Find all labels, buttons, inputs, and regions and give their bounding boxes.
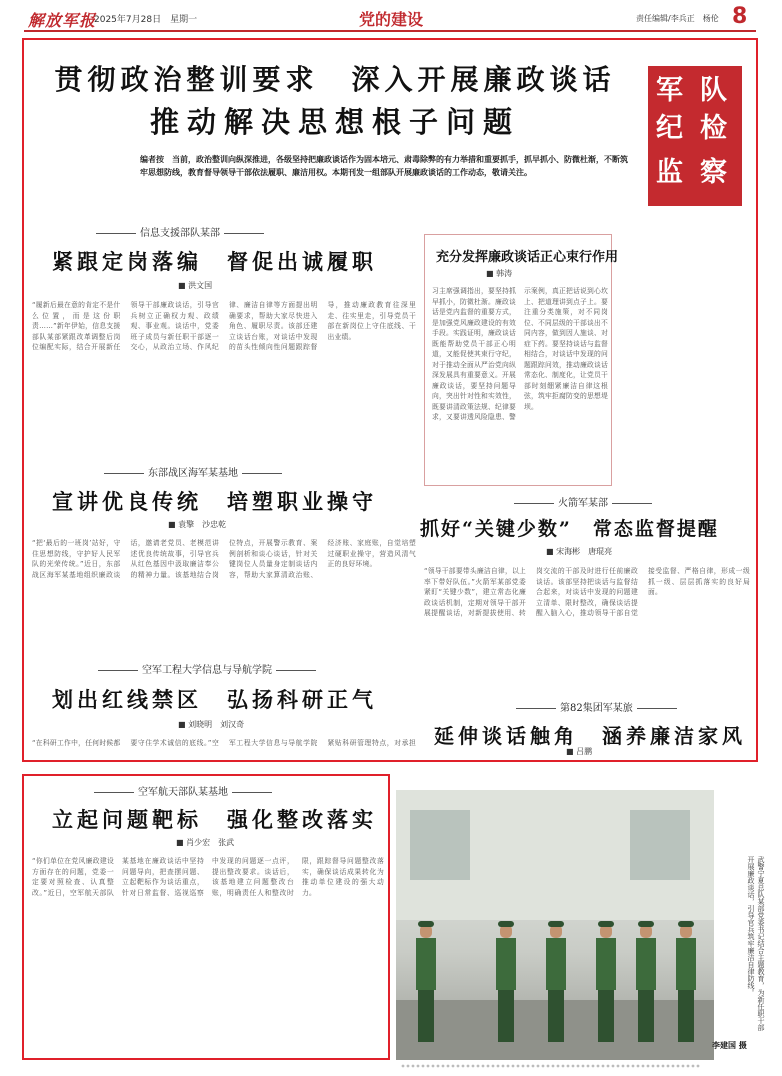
decorative-dots [400, 1063, 700, 1069]
decorative-dot [627, 1065, 630, 1068]
article-body: “把‘最后的一班岗’站好，守住思想防线，守护好人民军队的光荣传统。”近日，东部战区海军某基地组织廉政谈话，邀请老党员、老模范讲述优良传统故事，引导官兵从红色基因中汲取廉洁奉公的精神力量。该基地结合岗位特点，开展警示教育、案例剖析和谈心谈话，针对关键岗位人员量身定制谈话内容，帮助大家算清政治账、经济账、家庭账，自觉培塑过硬职业操守，营造风清气正的良好环境。 [32, 539, 416, 579]
decorative-dot [452, 1065, 455, 1068]
decorative-dot [502, 1065, 505, 1068]
article-byline: ■ 吕鹏 [566, 746, 592, 757]
article-title: 立起问题靶标 强化整改落实 [52, 807, 377, 832]
decorative-dot [492, 1065, 495, 1068]
article-byline: ■ 肖少宏 张武 [176, 837, 234, 848]
decorative-dot [682, 1065, 685, 1068]
decorative-dot [657, 1065, 660, 1068]
article-body: “履新后最在意的肯定不是什么位置，而是这份职责……”新年伊始，信息支援部队某部紧跟改革调整后岗位编配实际，结合开展新任领导干部廉政谈话，引导官兵树立正确权力观、政绩观、事业观。谈话中，党委班子成员与新任职干部逐一交心，从政治立场、作风纪律、廉洁自律等方面提出明确要求，帮助大家尽快进入角色、履职尽责。该部还建立谈话台账，对谈话中发现的苗头性倾向性问题跟踪督导，推动廉政教育往深里走、往实里走，引导党员干部在新岗位上守住底线、干出业绩。 [32, 301, 416, 351]
soldier-figure [546, 924, 566, 1042]
soldier-figure [596, 924, 616, 1042]
news-photo [396, 790, 714, 1060]
decorative-dot [672, 1065, 675, 1068]
commentary-body: 习主席强调指出，要坚持抓早抓小，防微杜渐。廉政谈话是党内监督的重要方式，是加强党风廉政建设的有效手段。实践证明，廉政谈话既能帮助党员干部正心明道，又能促使其束行守纪，对于推动全面从严治党向纵深发展具有重要意义。开展廉政谈话，要坚持问题导向，突出针对性和实效性，既要讲清政策法规、纪律要求，又要讲透风险隐患、警示案例，真正把话说到心坎上、把道理讲到点子上。要注重分类施策，对不同岗位、不同层级的干部谈出不同内容，做到因人施谈、对症下药。要坚持谈话与监督相结合，对谈话中发现的问题跟踪问效，推动廉政谈话常态化、制度化，让党员干部时刻绷紧廉洁自律这根弦，筑牢拒腐防变的思想堤坝。 [432, 287, 608, 421]
decorative-dot [592, 1065, 595, 1068]
article-title: 划出红线禁区 弘扬科研正气 [52, 687, 377, 712]
soldier-figure [676, 924, 696, 1042]
article-kicker: 空军工程大学信息与导航学院 [98, 661, 316, 676]
decorative-dot [512, 1065, 515, 1068]
article-byline: ■ 袁擎 沙忠乾 [168, 519, 226, 530]
decorative-dot [507, 1065, 510, 1068]
photo-caption: 武警宁夏总队某部党委书记结合主题教育，为新任职干部开展廉政谈话，引导官兵筑牢廉洁自律防线。 [747, 856, 765, 1031]
article-byline: ■ 刘晓明 刘汉奇 [178, 719, 244, 730]
decorative-dot [622, 1065, 625, 1068]
decorative-dot [607, 1065, 610, 1068]
decorative-dot [567, 1065, 570, 1068]
decorative-dot [642, 1065, 645, 1068]
decorative-dot [522, 1065, 525, 1068]
decorative-dot [532, 1065, 535, 1068]
photo-credit: 李建国 摄 [712, 1041, 747, 1050]
decorative-dot [667, 1065, 670, 1068]
issue-date: 2025年7月28日 星期一 [94, 15, 198, 25]
decorative-dot [432, 1065, 435, 1068]
decorative-dot [692, 1065, 695, 1068]
decorative-dot [697, 1065, 700, 1068]
decorative-dot [402, 1065, 405, 1068]
decorative-dot [542, 1065, 545, 1068]
decorative-dot [572, 1065, 575, 1068]
article-kicker: 空军航天部队某基地 [94, 783, 272, 798]
badge-char: 检 [700, 113, 727, 144]
decorative-dot [437, 1065, 440, 1068]
badge-char: 察 [700, 157, 727, 188]
editor-credit: 责任编辑/李兵正 杨伦 [636, 14, 719, 23]
decorative-dot [442, 1065, 445, 1068]
decorative-dot [587, 1065, 590, 1068]
decorative-dot [602, 1065, 605, 1068]
editor-note: 编者按 当前，政治整训向纵深推进，各级坚持把廉政谈话作为固本培元、肃毒除弊的有力举措和重要抓手，抓早抓小、防微杜渐，不断筑牢思想防线，教育督导领导干部依法履职、廉洁用权。本期刊发一组部队开展廉政谈话的工作动态，敬请关注。 [140, 155, 628, 177]
article-title: 紧跟定岗落编 督促出诚履职 [52, 249, 377, 274]
decorative-dot [547, 1065, 550, 1068]
article-kicker: 第82集团军某旅 [516, 699, 677, 714]
decorative-dot [472, 1065, 475, 1068]
decorative-dot [552, 1065, 555, 1068]
article-kicker: 信息支援部队某部 [96, 224, 264, 239]
main-headline-line2: 推动解决思想根子问题 [149, 105, 520, 139]
decorative-dot [632, 1065, 635, 1068]
article-body: “你们单位在党风廉政建设方面存在的问题，党委一定要对照检查、认真整改。”近日，空军航天部队某基地在廉政谈话中坚持问题导向，把查摆问题、立起靶标作为谈话重点，针对日常监督、巡视巡察中发现的问题逐一点评，提出整改要求。谈话后，该基地建立问题整改台账，明确责任人和整改时限，跟踪督导问题整改落实，确保谈话成果转化为推动单位建设的强大动力。 [32, 857, 384, 897]
article-kicker: 东部战区海军某基地 [104, 464, 282, 479]
decorative-dot [487, 1065, 490, 1068]
article-byline: ■ 洪文国 [178, 280, 212, 291]
decorative-dot [597, 1065, 600, 1068]
page-number: 8 [732, 4, 748, 29]
article-body: “在科研工作中，任何时候都要守住学术诚信的底线。”空军工程大学信息与导航学院紧贴科研管理特点，对承担 [32, 739, 416, 747]
decorative-dot [417, 1065, 420, 1068]
soldier-figure [636, 924, 656, 1042]
decorative-dot [412, 1065, 415, 1068]
badge-char: 纪 [656, 113, 683, 144]
soldier-figure [416, 924, 436, 1042]
decorative-dot [612, 1065, 615, 1068]
decorative-dot [562, 1065, 565, 1068]
decorative-dot [677, 1065, 680, 1068]
decorative-dot [407, 1065, 410, 1068]
decorative-dot [497, 1065, 500, 1068]
decorative-dot [687, 1065, 690, 1068]
decorative-dot [477, 1065, 480, 1068]
photo-window [410, 810, 470, 880]
decorative-dot [457, 1065, 460, 1068]
main-headline-line1: 贯彻政治整训要求 深入开展廉政谈话 [54, 63, 616, 96]
newspaper-logo: 解放军报 [28, 11, 97, 30]
article-kicker: 火箭军某部 [514, 494, 652, 509]
decorative-dot [467, 1065, 470, 1068]
badge-char: 军 [656, 75, 683, 106]
decorative-dot [422, 1065, 425, 1068]
decorative-dot [582, 1065, 585, 1068]
commentary-byline: ■ 韩涛 [486, 268, 512, 279]
decorative-dot [537, 1065, 540, 1068]
badge-char: 队 [700, 75, 727, 106]
decorative-dot [647, 1065, 650, 1068]
decorative-dot [427, 1065, 430, 1068]
decorative-dot [652, 1065, 655, 1068]
decorative-dot [662, 1065, 665, 1068]
article-title: 抓好“关键少数” 常态监督提醒 [420, 518, 719, 540]
article-title: 宣讲优良传统 培塑职业操守 [52, 489, 377, 514]
photo-window [630, 810, 690, 880]
decorative-dot [527, 1065, 530, 1068]
decorative-dot [482, 1065, 485, 1068]
decorative-dot [447, 1065, 450, 1068]
column-badge [648, 66, 742, 206]
section-title: 党的建设 [358, 10, 423, 29]
decorative-dot [617, 1065, 620, 1068]
decorative-dot [517, 1065, 520, 1068]
decorative-dot [577, 1065, 580, 1068]
decorative-dot [557, 1065, 560, 1068]
decorative-dot [462, 1065, 465, 1068]
decorative-dot [637, 1065, 640, 1068]
article-byline: ■ 宋海彬 唐琨亮 [546, 546, 612, 557]
header-rule [24, 30, 756, 32]
article-body: “领导干部要带头廉洁自律，以上率下带好队伍。”火箭军某部党委紧盯“关键少数”，建立常态化廉政谈话机制，定期对领导干部开展提醒谈话，对新提拔使用、转岗交流的干部及时进行任前廉政谈话。该部坚持把谈话与监督结合起来，对谈话中发现的问题建立清单、限时整改，确保谈话提醒入脑入心，推动领导干部自觉接受监督、严格自律，形成一级抓一级、层层抓落实的良好局面。 [424, 567, 750, 617]
soldier-figure [496, 924, 516, 1042]
article-title: 延伸谈话触角 涵养廉洁家风 [434, 724, 746, 748]
badge-char: 监 [656, 157, 683, 188]
commentary-title: 充分发挥廉政谈话正心束行作用 [436, 250, 619, 265]
